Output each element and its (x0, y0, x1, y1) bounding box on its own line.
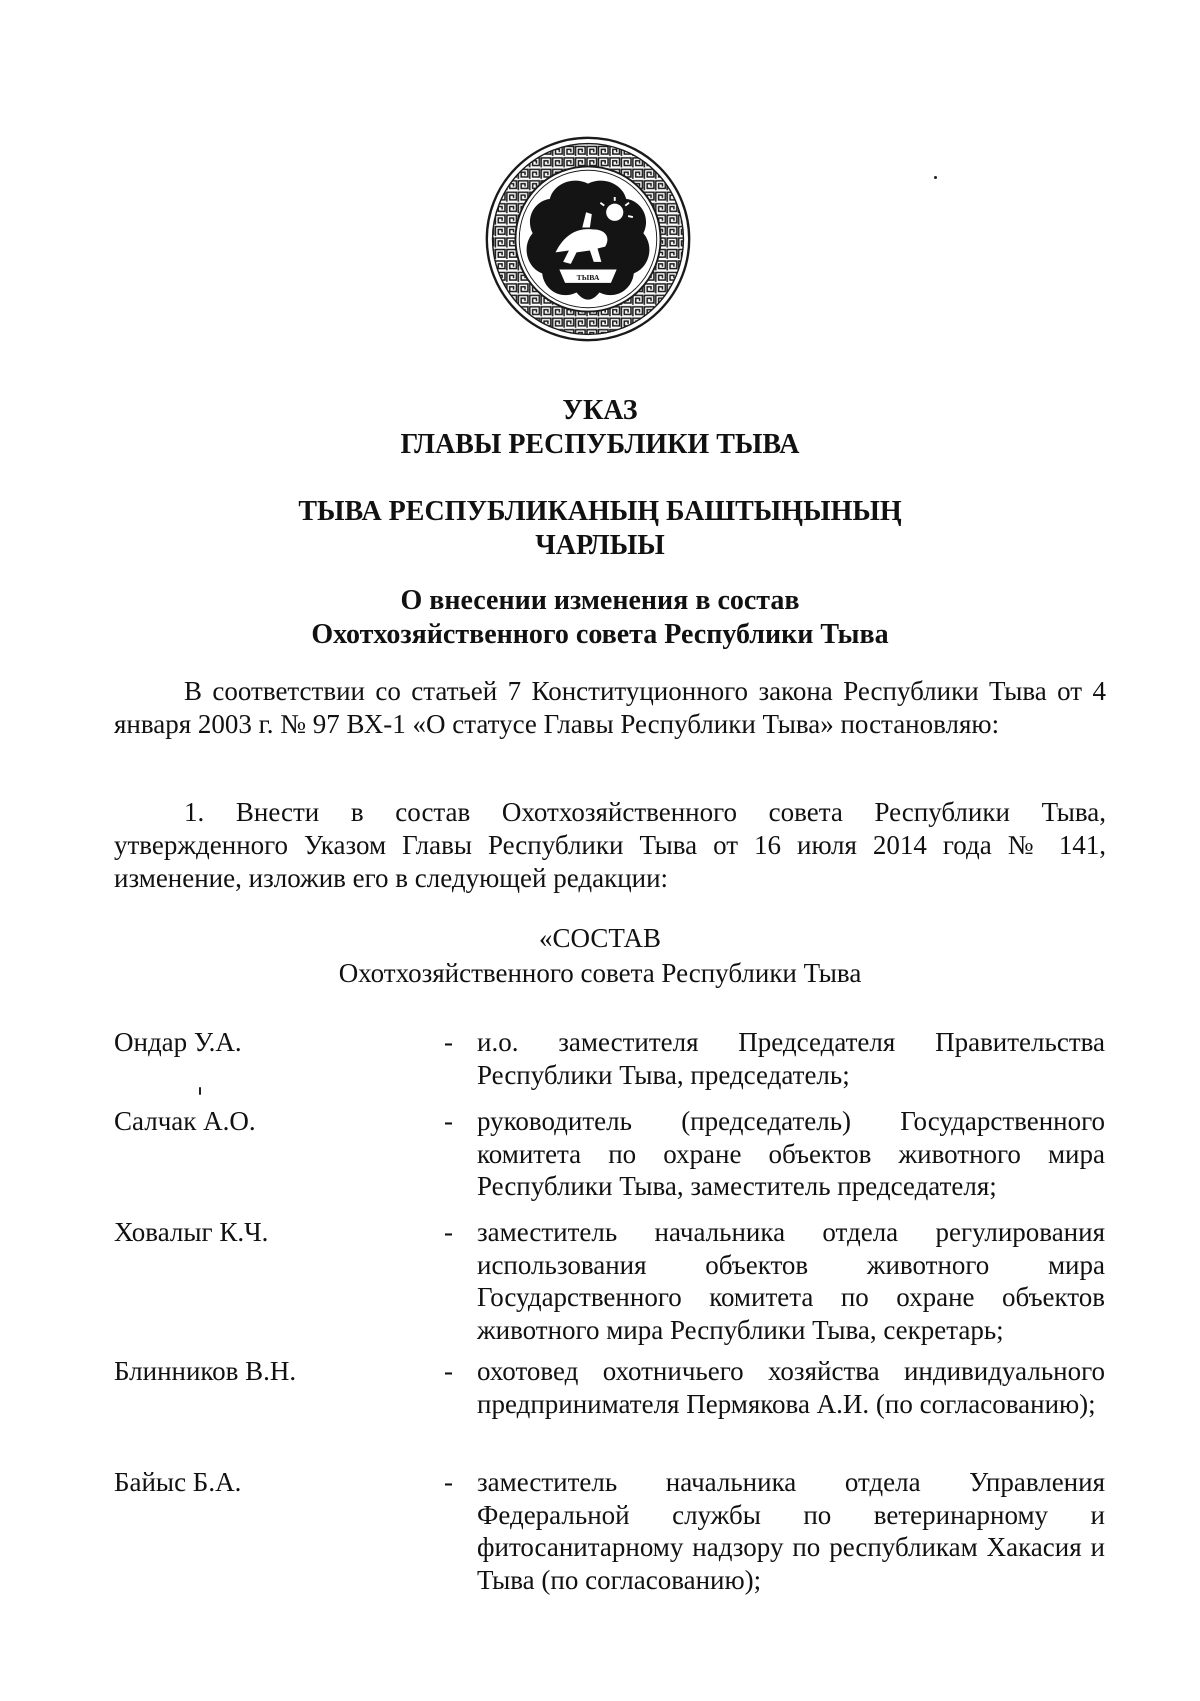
member-dash: - (444, 1467, 453, 1497)
subject-line2: Охотхозяйственного совета Республики Тыва (311, 619, 889, 650)
member-role: и.о. заместителя Председателя Правительства Республики Тыва, председатель; (477, 1027, 1105, 1090)
member-entry (114, 1105, 1106, 1201)
member-name: Салчак А.О. (114, 1106, 256, 1136)
scan-speck (934, 176, 937, 179)
member-entry (114, 1355, 1106, 1419)
member-entry (114, 1466, 1106, 1595)
tuvan-title-line1: ТЫВА РЕСПУБЛИКАНЫҢ БАШТЫҢЫНЫҢ (298, 496, 902, 527)
tuvan-title-line2: ЧАРЛЫЫ (535, 530, 665, 561)
composition-subtitle: Охотхозяйственного совета Республики Тыва (338, 958, 862, 988)
svg-text:ТЫВА: ТЫВА (576, 273, 600, 283)
scan-speck (199, 1087, 201, 1095)
member-dash: - (444, 1027, 453, 1057)
composition-title: «СОСТАВ (538, 923, 661, 953)
member-role: охотовед охотничьего хозяйства индивидуального предпринимателя Пермякова А.И. (по согласованию); (477, 1356, 1105, 1419)
preamble-paragraph: В соответствии со статьей 7 Конституционного закона Республики Тыва от 4 января 2003 г. № 97 ВХ-1 «О статусе Главы Республики Тыва» постановляю: (114, 676, 1106, 739)
tuva-emblem (483, 134, 693, 344)
member-name: Блинников В.Н. (114, 1356, 297, 1386)
member-name: Ховалыг К.Ч. (114, 1217, 269, 1247)
member-name: Ондар У.А. (114, 1027, 242, 1057)
member-dash: - (444, 1106, 453, 1136)
member-name: Байыс Б.А. (114, 1467, 242, 1497)
issuer-title: ГЛАВЫ РЕСПУБЛИКИ ТЫВА (400, 429, 800, 460)
member-role: руководитель (председатель) Государственного комитета по охране объектов животного мира Республики Тыва, заместитель председателя; (477, 1106, 1105, 1201)
member-dash: - (444, 1356, 453, 1386)
member-entry (114, 1026, 1106, 1090)
member-role: заместитель начальника отдела регулирования использования объектов животного мира Государственного комитета по охране объектов животного мира Республики Тыва, секретарь; (477, 1217, 1105, 1345)
member-entry (114, 1216, 1106, 1345)
member-role: заместитель начальника отдела Управления Федеральной службы по ветеринарному и фитосанитарному надзору по республикам Хакасия и Тыва (по согласованию); (477, 1467, 1105, 1595)
doc-type-title: УКАЗ (562, 395, 638, 426)
member-dash: - (444, 1217, 453, 1247)
subject-line1: О внесении изменения в состав (400, 585, 800, 616)
point-1-paragraph: 1. Внести в состав Охотхозяйственного совета Республики Тыва, утвержденного Указом Главы Республики Тыва от 16 июля 2014 года № 141, изменение, изложив его в следующей редакции: (114, 797, 1106, 893)
